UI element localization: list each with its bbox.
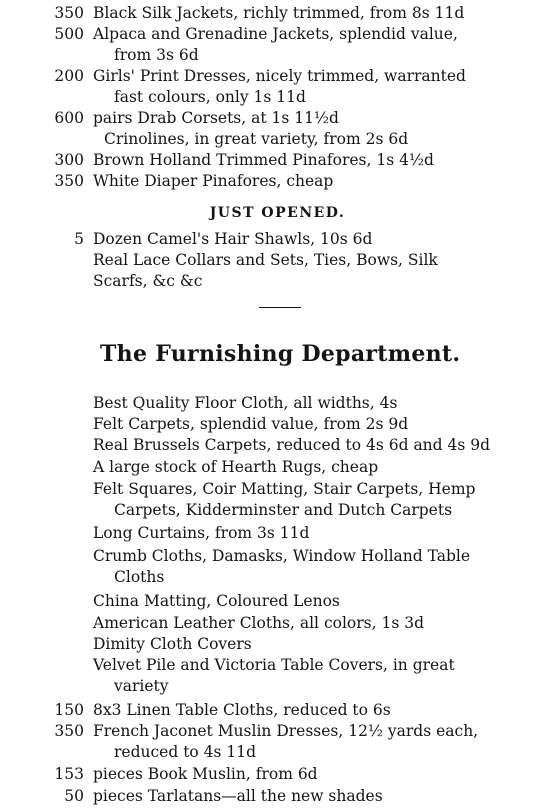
- item-quantity: 50: [64, 787, 84, 805]
- item-text-continued: fast colours, only 1s 11d: [114, 88, 306, 106]
- item-text: China Matting, Coloured Lenos: [93, 592, 340, 610]
- item-quantity: 200: [54, 67, 84, 85]
- item-quantity: 5: [74, 230, 84, 248]
- just-opened-heading: JUST OPENED.: [209, 205, 346, 221]
- item-quantity: 350: [54, 172, 84, 190]
- item-quantity: 153: [54, 765, 84, 783]
- item-text: Crinolines, in great variety, from 2s 6d: [104, 130, 409, 148]
- item-text-continued: from 3s 6d: [114, 46, 199, 64]
- item-text: pieces Book Muslin, from 6d: [93, 765, 318, 783]
- item-text: Best Quality Floor Cloth, all widths, 4s: [93, 394, 398, 412]
- section-divider: [259, 307, 301, 308]
- item-text: Felt Squares, Coir Matting, Stair Carpets, Hemp: [93, 480, 476, 498]
- item-text: Long Curtains, from 3s 11d: [93, 524, 310, 542]
- item-text: Velvet Pile and Victoria Table Covers, in great: [93, 656, 455, 674]
- item-text: French Jaconet Muslin Dresses, 12½ yards each,: [93, 722, 479, 740]
- item-quantity: 600: [54, 109, 84, 127]
- item-text-continued: Cloths: [114, 568, 165, 586]
- item-text: Girls' Print Dresses, nicely trimmed, warranted: [93, 67, 466, 85]
- item-text-continued: reduced to 4s 11d: [114, 743, 257, 761]
- item-text: Brown Holland Trimmed Pinafores, 1s 4½d: [93, 151, 434, 169]
- item-text: 8x3 Linen Table Cloths, reduced to 6s: [93, 701, 391, 719]
- item-text: Dozen Camel's Hair Shawls, 10s 6d: [93, 230, 373, 248]
- item-text-continued: Carpets, Kidderminster and Dutch Carpets: [114, 501, 453, 519]
- item-text: pieces Tarlatans—all the new shades: [93, 787, 383, 805]
- item-text: A large stock of Hearth Rugs, cheap: [93, 458, 379, 476]
- item-text: Alpaca and Grenadine Jackets, splendid value,: [93, 25, 458, 43]
- item-text-continued: variety: [114, 677, 169, 695]
- item-quantity: 500: [54, 25, 84, 43]
- item-text: American Leather Cloths, all colors, 1s 3d: [93, 614, 424, 632]
- item-text: Black Silk Jackets, richly trimmed, from 8s 11d: [93, 4, 465, 22]
- item-quantity: 350: [54, 4, 84, 22]
- item-text: Dimity Cloth Covers: [93, 635, 252, 653]
- item-quantity: 350: [54, 722, 84, 740]
- item-text: Real Lace Collars and Sets, Ties, Bows, Silk: [93, 251, 438, 269]
- item-text: Crumb Cloths, Damasks, Window Holland Table: [93, 547, 471, 565]
- item-text: White Diaper Pinafores, cheap: [93, 172, 334, 190]
- item-text: pairs Drab Corsets, at 1s 11½d: [93, 109, 339, 127]
- item-text: Real Brussels Carpets, reduced to 4s 6d and 4s 9d: [93, 436, 491, 454]
- item-text-continued: Scarfs, &c &c: [93, 272, 203, 290]
- item-text: Felt Carpets, splendid value, from 2s 9d: [93, 415, 409, 433]
- item-quantity: 150: [54, 701, 84, 719]
- item-quantity: 300: [54, 151, 84, 169]
- section-title: The Furnishing Department.: [100, 341, 461, 367]
